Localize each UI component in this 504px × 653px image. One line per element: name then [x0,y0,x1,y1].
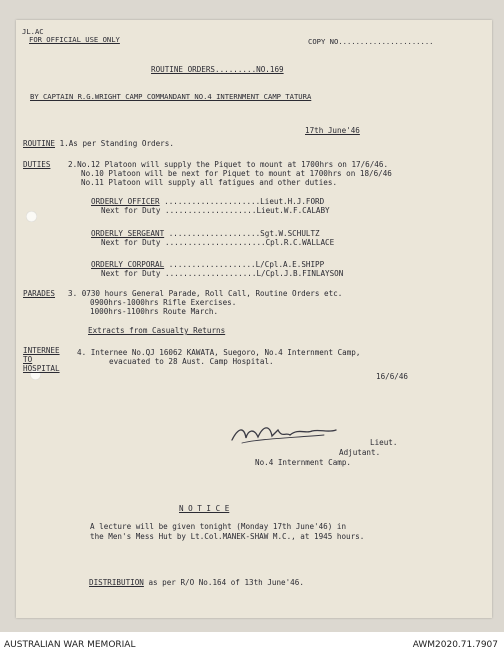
casualty-heading: Extracts from Casualty Returns [88,326,226,335]
order-date: 17th June'46 [305,126,360,135]
section-label: PARADES [23,289,56,298]
section-label: HOSPITAL [23,364,60,373]
roster-role: ORDERLY OFFICER [91,197,160,206]
roster-next-name: Lieut.W.F.CALABY [256,206,330,215]
roster-next-row [101,238,334,247]
roster-role: ORDERLY CORPORAL [91,260,165,269]
section-label: ROUTINE [23,139,56,148]
roster-dots: ..................... [164,197,261,206]
roster-row [91,229,320,238]
roster-next-name: Cpl.R.C.WALLACE [265,238,335,247]
section-label: TO [23,355,33,364]
notice-line: the Men's Mess Hut by Lt.Col.MANEK-SHAW M.C., at 1945 hours. [90,532,365,541]
roster-dots: .................... [168,229,261,238]
footer-source: AUSTRALIAN WAR MEMORIAL [4,640,136,650]
routine-section [23,139,174,148]
footer-accession-number: AWM2020.71.7907 [412,640,498,650]
roster-row [91,197,324,206]
roster-row [91,260,324,269]
punch-hole [26,211,37,222]
classification-label: FOR OFFICIAL USE ONLY [29,35,120,44]
casualty-date: 16/6/46 [376,372,409,381]
roster-dots: .................... [165,206,257,215]
roster-next-name: L/Cpl.J.B.FINLAYSON [256,269,344,278]
roster-next-label: Next for Duty [101,238,161,247]
section-label: DUTIES [23,160,51,169]
notice-line: A lecture will be given tonight (Monday 17th June'46) in [90,522,347,531]
parades-line: 1000hrs-1100hrs Route March. [90,307,219,316]
roster-next-label: Next for Duty [101,269,161,278]
duties-line: No.11 Platoon will supply all fatigues and other duties. [81,178,338,187]
handwritten-signature [228,418,340,448]
roster-name: Lieut.H.J.FORD [260,197,325,206]
distribution-label: DISTRIBUTION [89,578,144,587]
roster-name: Sgt.W.SCHULTZ [260,229,320,238]
notice-heading: N O T I C E [179,504,230,513]
orders-title [151,65,284,74]
issuer-line: BY CAPTAIN R.G.WRIGHT CAMP COMMANDANT NO.4 INTERNMENT CAMP TATURA [30,92,312,101]
roster-next-row [101,206,330,215]
signatory-unit: No.4 Internment Camp. [255,458,352,467]
roster-name: L/Cpl.A.E.SHIPP [255,260,325,269]
routine-text: 1.As per Standing Orders. [59,139,174,148]
duties-line: No.10 Platoon will be next for Piquet to mount at 1700hrs on 18/6/46 [81,169,392,178]
orders-title-text: ROUTINE ORDERS.........NO.169 [151,65,284,74]
roster-next-row [101,269,343,278]
duties-line: 2.No.12 Platoon will supply the Piquet to mount at 1700hrs on 17/6/46. [68,160,389,169]
section-label: INTERNEE [23,346,60,355]
casualty-line: evacuated to 28 Aust. Camp Hospital. [109,357,274,366]
distribution-line [89,578,304,587]
roster-dots: .................... [165,269,257,278]
reference-code: JL.AC [22,27,44,36]
signatory-title: Adjutant. [339,448,381,457]
parades-line: 3. 0730 hours General Parade, Roll Call, Routine Orders etc. [68,289,343,298]
roster-dots: ................... [168,260,256,269]
casualty-line: 4. Internee No.QJ 16062 KAWATA, Suegoro, No.4 Internment Camp, [77,348,361,357]
copy-number: COPY NO...................... [308,37,434,46]
roster-role: ORDERLY SERGEANT [91,229,165,238]
document-page [16,20,492,618]
roster-next-label: Next for Duty [101,206,161,215]
parades-line: 0900hrs-1000hrs Rifle Exercises. [90,298,237,307]
roster-dots: ...................... [165,238,266,247]
distribution-text: as per R/O No.164 of 13th June'46. [143,578,304,587]
signatory-rank: Lieut. [370,438,398,447]
